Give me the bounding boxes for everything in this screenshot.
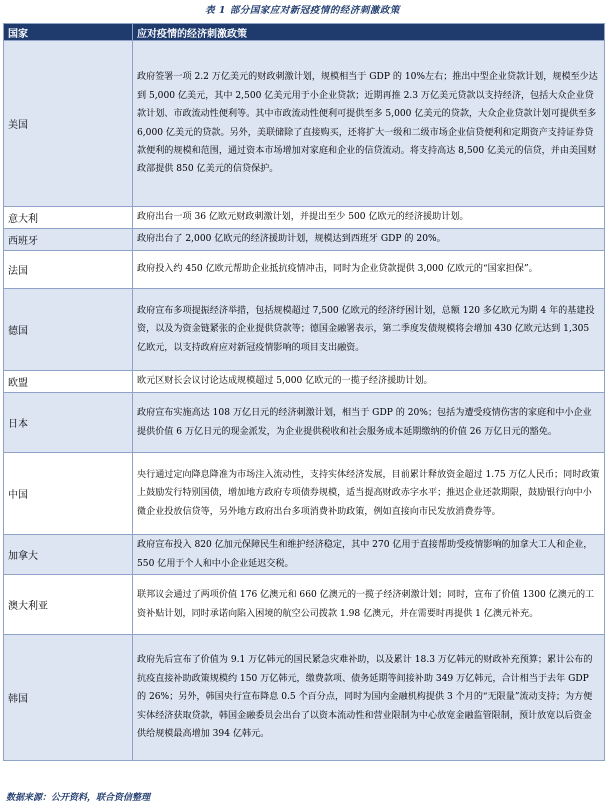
table-row — [4, 575, 605, 635]
policy-cell: 政府出台了 2,000 亿欧元的经济援助计划，规模达到西班牙 GDP 的 20%。 — [133, 229, 605, 251]
policy-cell: 央行通过定向降息降准为市场注入流动性，支持实体经济发展，目前累计释放资金超过 1.75 万亿人民币；同时政策上鼓励发行特别国债，增加地方政府专项债券规模，适当提高财政赤字水平；推迟企业还款期限，鼓励银行向中小微企业投放信贷等，另外地方政府出台多项消费补助政策，例如直接向市民发放消费券等。 — [133, 453, 605, 535]
policy-table — [3, 23, 605, 761]
table-row — [4, 453, 605, 535]
table-row — [4, 41, 605, 207]
policy-cell: 政府宣布实施高达 108 万亿日元的经济刺激计划，相当于 GDP 的 20%；包括为遭受疫情伤害的家庭和中小企业提供价值 6 万亿日元的现金派发，为企业提供税收和社会服务成本延期缴纳的价值 26 万亿日元的豁免。 — [133, 393, 605, 453]
policy-cell: 政府投入约 450 亿欧元帮助企业抵抗疫情冲击，同时为企业贷款提供 3,000 亿欧元的“国家担保”。 — [133, 251, 605, 289]
country-cell: 法国 — [4, 251, 133, 289]
policy-cell: 政府签署一项 2.2 万亿美元的财政刺激计划，规模相当于 GDP 的 10%左右；推出中型企业贷款计划，规模至少达到 5,000 亿美元，其中 2,500 亿美元用于小企业贷款；近期再推 2.3 万亿美元贷款以支持经济，包括大众企业贷款计划、市政流动性便利等。其中市政流动性便利可提供至多 5,000 亿美元的贷款，大众企业贷款计划可提供至多 6,000 亿美元的贷款。另外，美联储除了直接购买，还将扩大一级和二级市场企业信贷便利和定期资产支持证券贷款便利的规模和范围，通过资本市场增加对家庭和企业的信贷流动。将支持高达 8,500 亿美元的信贷，并由美国财政部提供 850 亿美元的信贷保护。 — [133, 41, 605, 207]
header-country: 国家 — [4, 24, 133, 41]
table-caption: 表 1 部分国家应对新冠疫情的经济刺激政策 — [205, 5, 400, 16]
country-cell: 韩国 — [4, 635, 133, 761]
table-row — [4, 535, 605, 575]
policy-cell: 欧元区财长会议讨论达成规模超过 5,000 亿欧元的一揽子经济援助计划。 — [133, 371, 605, 393]
table-row — [4, 229, 605, 251]
table-header-row — [4, 24, 605, 41]
country-cell: 德国 — [4, 289, 133, 371]
table-row — [4, 371, 605, 393]
policy-cell: 政府宣布多项提振经济举措，包括规模超过 7,500 亿欧元的经济纾困计划，总额 120 多亿欧元为期 4 年的基建投资，以及为资金链紧张的企业提供贷款等；德国金融署表示，第二季度发债规模将会增加 430 亿欧元达到 1,305 亿欧元，以支持政府应对新冠疫情影响的项目支出融资。 — [133, 289, 605, 371]
policy-cell: 政府宣布投入 820 亿加元保障民生和维护经济稳定，其中 270 亿用于直接帮助受疫情影响的加拿大工人和企业，550 亿用于个人和中小企业延迟交税。 — [133, 535, 605, 575]
country-cell: 美国 — [4, 41, 133, 207]
country-cell: 澳大利亚 — [4, 575, 133, 635]
source-note: 数据来源：公开资料，联合资信整理 — [6, 793, 151, 803]
country-cell: 加拿大 — [4, 535, 133, 575]
table-row — [4, 289, 605, 371]
country-cell: 意大利 — [4, 207, 133, 229]
country-cell: 中国 — [4, 453, 133, 535]
table-row — [4, 393, 605, 453]
country-cell: 欧盟 — [4, 371, 133, 393]
country-cell: 西班牙 — [4, 229, 133, 251]
policy-cell: 政府先后宣布了价值为 9.1 万亿韩元的国民紧急灾难补助，以及累计 18.3 万亿韩元的财政补充预算；累计公布的抗疫直接补助政策规模约 150 万亿韩元，缴费款项、债务延期等间接补助 349 万亿韩元，合计相当于去年 GDP 的 26%；另外，韩国央行宣布降息 0.5 个百分点，同时为国内金融机构提供 3 个月的“无限量”流动支持；为方便实体经济获取贷款，韩国金融委员会出台了以资本流动性和营业限制为中心放宽金融监管限制，预计放宽以后资金供给规模最高增加 394 亿韩元。 — [133, 635, 605, 761]
policy-cell: 联邦议会通过了两项价值 176 亿澳元和 660 亿澳元的一揽子经济刺激计划；同时，宣布了价值 1300 亿澳元的工资补贴计划，同时承诺向陷入困境的航空公司拨款 1.98 亿澳元，并在需要时再提供 1 亿澳元补充。 — [133, 575, 605, 635]
table-row — [4, 207, 605, 229]
table-row — [4, 635, 605, 761]
table-row — [4, 251, 605, 289]
policy-cell: 政府出台一项 36 亿欧元财政刺激计划，并提出至少 500 亿欧元的经济援助计划。 — [133, 207, 605, 229]
header-policy: 应对疫情的经济刺激政策 — [133, 24, 605, 41]
country-cell: 日本 — [4, 393, 133, 453]
